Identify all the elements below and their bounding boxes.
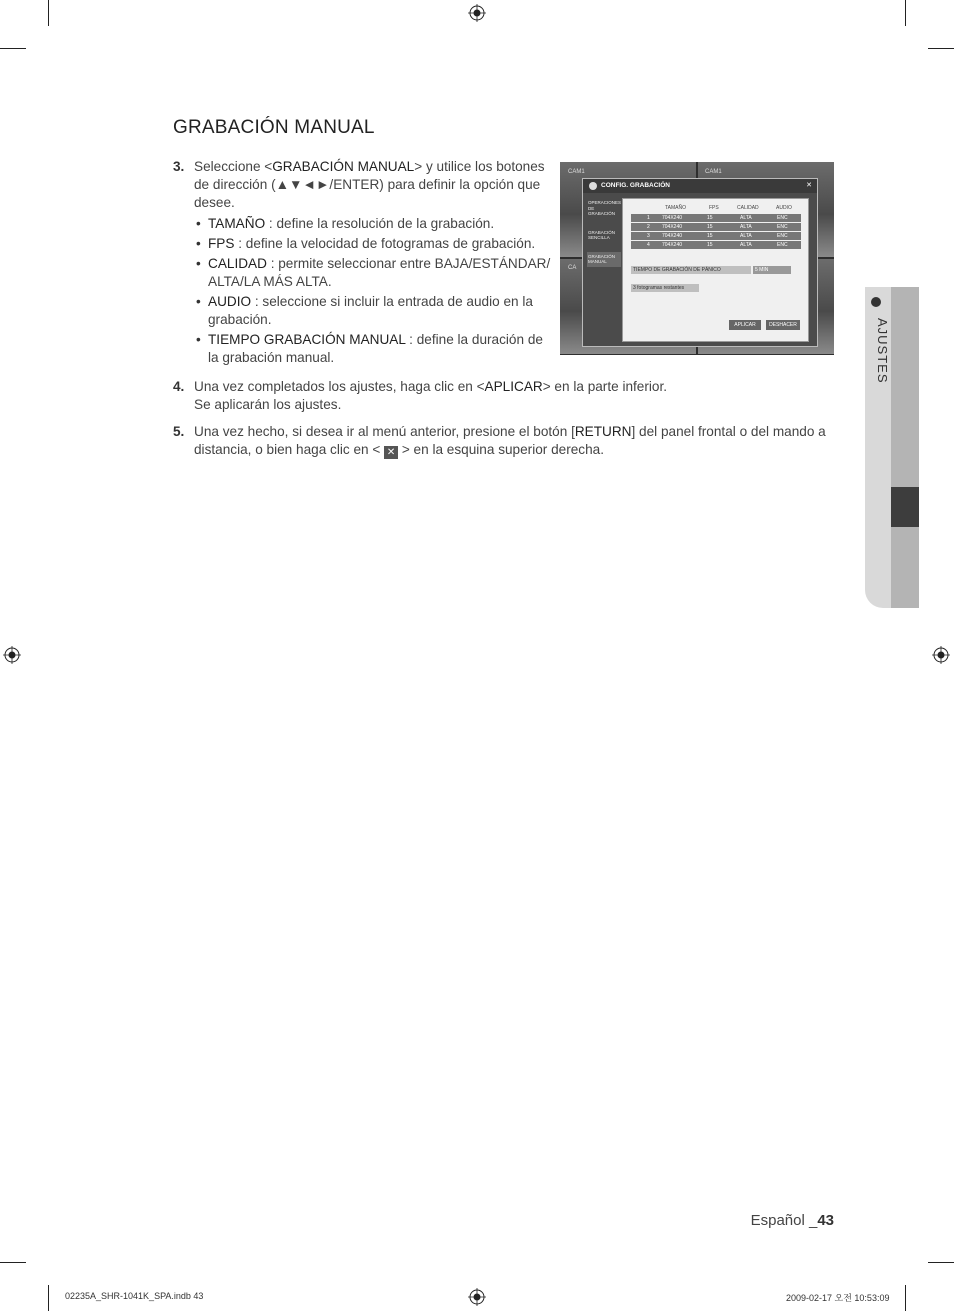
camera-label: CAM1: [705, 169, 722, 175]
crop-mark: [905, 1285, 906, 1311]
camera-label: CA: [568, 265, 577, 271]
panic-time-label: TIEMPO DE GRABACIÓN DE PÁNICO: [631, 266, 751, 274]
gear-icon: [589, 182, 597, 190]
keyword: RETURN: [574, 424, 632, 439]
panic-time-select[interactable]: 5 MIN: [753, 266, 791, 274]
section-tab-label: AJUSTES: [875, 318, 890, 384]
table-row[interactable]: 2 704X240 15 ALTA ENC: [631, 223, 801, 231]
camera-label: CAM1: [568, 169, 585, 175]
table-row[interactable]: 3 704X240 15 ALTA ENC: [631, 232, 801, 240]
settings-panel: [622, 198, 809, 342]
slug-date: 2009-02-17 오전 10:53:09: [786, 1293, 890, 1303]
crop-mark: [0, 48, 26, 49]
list-item: • AUDIO : seleccione si incluir la entrada de audio en la grabación.: [194, 293, 560, 329]
crop-mark: [48, 1285, 49, 1311]
list-item: • FPS : define la velocidad de fotogramas de grabación.: [194, 235, 560, 253]
bullet-dot-icon: [871, 297, 881, 307]
crop-mark: [48, 0, 49, 26]
crop-mark: [0, 1262, 26, 1263]
config-dialog: [582, 178, 818, 347]
table-row[interactable]: 1 704X240 15 ALTA ENC: [631, 214, 801, 222]
menu-item-manual[interactable]: GRABACIÓN MANUAL: [587, 252, 621, 267]
list-item: • TIEMPO GRABACIÓN MANUAL : define la duración de la grabación manual.: [194, 331, 560, 367]
undo-button[interactable]: DESHACER: [766, 320, 800, 330]
registration-mark-icon: [932, 646, 950, 664]
step-number: 5.: [173, 424, 185, 439]
step-number: 3.: [173, 159, 185, 174]
side-tab-marker: [891, 487, 919, 527]
step-text: desee.: [194, 195, 235, 210]
apply-button[interactable]: APLICAR: [729, 320, 761, 330]
dialog-titlebar: [583, 179, 817, 193]
slug-file: 02235A_SHR-1041K_SPA.indb 43: [65, 1291, 204, 1301]
remaining-frames: 3 fotogramas restantes: [631, 284, 699, 292]
menu-item-operaciones[interactable]: OPERACIONES DE GRABACIÓN: [588, 200, 622, 216]
bullet-list: [194, 215, 560, 369]
column-header: AUDIO: [776, 205, 792, 211]
keyword: GRABACIÓN MANUAL: [272, 159, 415, 174]
screenshot-config-grabacion: [560, 162, 834, 355]
column-header: CALIDAD: [737, 205, 759, 211]
registration-mark-icon: [3, 646, 21, 664]
list-item: • CALIDAD : permite seleccionar entre BAJA/ESTÁNDAR/ ALTA/LA MÁS ALTA.: [194, 255, 560, 291]
page-number: 43: [817, 1212, 834, 1229]
crop-mark: [928, 1262, 954, 1263]
list-item: • TAMAÑO : define la resolución de la grabación.: [194, 215, 560, 233]
keyword: APLICAR: [484, 379, 543, 394]
side-tab-strip: [891, 287, 919, 608]
step-text: distancia, o bien haga clic en < ✕ > en la esquina superior derecha.: [194, 442, 604, 458]
step-text: Seleccione <GRABACIÓN MANUAL> y utilice los botones: [194, 159, 545, 174]
step-text: Una vez hecho, si desea ir al menú anterior, presione el botón [RETURN] del panel frontal o del mando a: [194, 424, 826, 439]
menu-item-sencilla[interactable]: GRABACIÓN SENCILLA: [588, 229, 616, 240]
step-number: 4.: [173, 379, 185, 394]
page-footer: Español _43: [750, 1212, 834, 1229]
dialog-title: CONFIG. GRABACIÓN: [601, 182, 670, 189]
step-text: Se aplicarán los ajustes.: [194, 397, 342, 412]
crop-mark: [905, 0, 906, 26]
close-icon[interactable]: ✕: [806, 182, 812, 189]
page-title: GRABACIÓN MANUAL: [173, 117, 375, 138]
column-header: FPS: [709, 205, 719, 211]
crop-mark: [928, 48, 954, 49]
column-header: TAMAÑO: [665, 205, 687, 211]
close-icon: ✕: [384, 446, 398, 459]
step-text: Una vez completados los ajustes, haga clic en <APLICAR> en la parte inferior.: [194, 379, 668, 394]
registration-mark-icon: [468, 4, 486, 22]
step-text: de dirección (▲▼◄►/ENTER) para definir la opción que: [194, 177, 541, 192]
table-row[interactable]: 4 704X240 15 ALTA ENC: [631, 241, 801, 249]
dialog-menu: [587, 198, 621, 276]
registration-mark-icon: [468, 1288, 486, 1306]
